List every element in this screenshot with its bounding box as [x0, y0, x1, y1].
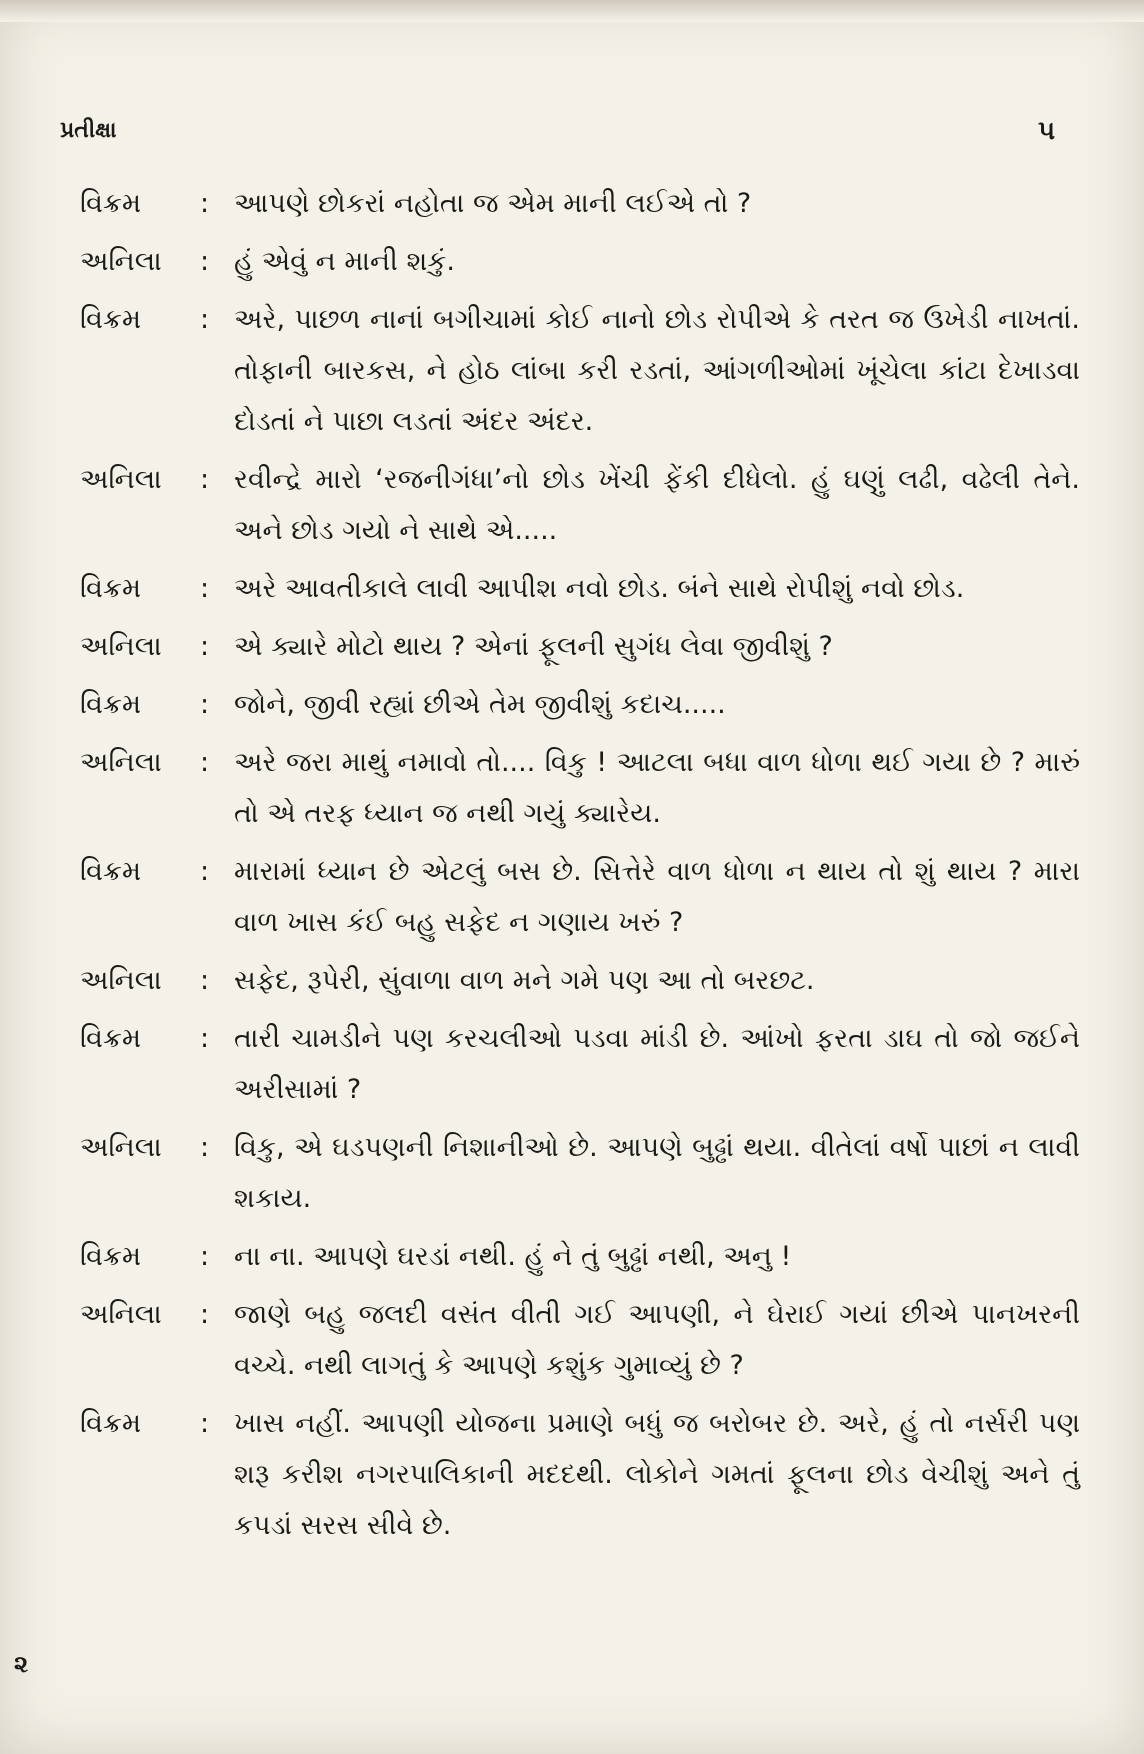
dialogue-entry: [80, 846, 1080, 948]
speaker-name: અનિલા: [80, 1299, 162, 1330]
dialogue-entry: [80, 294, 1080, 447]
speaker-colon: :: [200, 856, 210, 887]
dialogue-entry: [80, 454, 1080, 556]
dialogue-entry: [80, 1398, 1080, 1551]
folio-mark: ૨: [14, 1650, 29, 1678]
dialogue-line: સફેદ, રૂપેરી, સુંવાળા વાળ મને ગમે પણ આ તો બરછટ.: [234, 965, 815, 996]
speaker-colon: :: [200, 1132, 210, 1163]
dialogue-entry: [80, 737, 1080, 839]
page-top-shadow: [0, 0, 1144, 22]
dialogue-entry: [80, 1013, 1080, 1115]
speaker-colon: :: [200, 573, 210, 604]
dialogue-entry: [80, 1122, 1080, 1224]
speaker-name: વિક્રમ: [80, 1241, 142, 1272]
dialogue-entry: [80, 955, 1080, 1006]
dialogue-line: જોને, જીવી રહ્યાં છીએ તેમ જીવીશું કદાચ.....: [234, 689, 726, 720]
speaker-name: વિક્રમ: [80, 1023, 142, 1054]
speaker-name: અનિલા: [80, 965, 162, 996]
speaker-colon: :: [200, 1408, 210, 1439]
dialogue-line: ના ના. આપણે ઘરડાં નથી. હું ને તું બુઢ્ઢાં નથી, અનુ !: [234, 1241, 792, 1272]
speaker-name: અનિલા: [80, 747, 162, 778]
dialogue-line: અરે, પાછળ નાનાં બગીચામાં કોઈ નાનો છોડ રોપીએ કે તરત જ ઉખેડી નાખતાં. તોફાની બારકસ, ને હોઠ લાંબા કરી રડતાં, આંગળીઓમાં ખૂંચેલા કાંટા દેખાડવા દોડતાં ને પાછા લડતાં અંદર અંદર.: [234, 304, 1080, 437]
speaker-name: અનિલા: [80, 464, 162, 495]
speaker-name: વિક્રમ: [80, 304, 142, 335]
dialogue-line: હું એવું ન માની શકું.: [234, 246, 455, 277]
dialogue-line: ખાસ નહીં. આપણી યોજના પ્રમાણે બધું જ બરોબર છે. અરે, હું તો નર્સરી પણ શરૂ કરીશ નગરપાલિકાની મદદથી. લોકોને ગમતાં ફૂલના છોડ વેચીશું અને તું કપડાં સરસ સીવે છે.: [234, 1408, 1080, 1541]
speaker-colon: :: [200, 965, 210, 996]
dialogue-line: મારામાં ધ્યાન છે એટલું બસ છે. સિત્તેરે વાળ ધોળા ન થાય તો શું થાય ? મારા વાળ ખાસ કંઈ બહુ સફેદ ન ગણાય ખરું ?: [234, 856, 1080, 938]
speaker-name: વિક્રમ: [80, 1408, 142, 1439]
dialogue-line: આપણે છોકરાં નહોતા જ એમ માની લઈએ તો ?: [234, 188, 752, 219]
speaker-colon: :: [200, 1241, 210, 1272]
dialogue-entry: [80, 1231, 1080, 1282]
speaker-name: અનિલા: [80, 246, 162, 277]
speaker-colon: :: [200, 1023, 210, 1054]
speaker-colon: :: [200, 747, 210, 778]
dialogue-entry: [80, 178, 1080, 229]
dialogue-line: અરે આવતીકાલે લાવી આપીશ નવો છોડ. બંને સાથે રોપીશું નવો છોડ.: [234, 573, 965, 604]
page-number: ૫: [1038, 116, 1056, 146]
speaker-colon: :: [200, 464, 210, 495]
speaker-name: અનિલા: [80, 1132, 162, 1163]
dialogue-entry: [80, 1289, 1080, 1391]
speaker-colon: :: [200, 188, 210, 219]
dialogue-line: જાણે બહુ જલદી વસંત વીતી ગઈ આપણી, ને ઘેરાઈ ગયાં છીએ પાનખરની વચ્ચે. નથી લાગતું કે આપણે કશુંક ગુમાવ્યું છે ?: [234, 1299, 1080, 1381]
speaker-name: વિક્રમ: [80, 188, 142, 219]
dialogue-entry: [80, 563, 1080, 614]
dialogue-entry: [80, 679, 1080, 730]
dialogue-entry: [80, 621, 1080, 672]
dialogue-line: વિકુ, એ ઘડપણની નિશાનીઓ છે. આપણે બુઢ્ઢાં થયા. વીતેલાં વર્ષો પાછાં ન લાવી શકાય.: [234, 1132, 1080, 1214]
speaker-name: વિક્રમ: [80, 573, 142, 604]
speaker-colon: :: [200, 1299, 210, 1330]
dialogue-line: તારી ચામડીને પણ કરચલીઓ પડવા માંડી છે. આંખો ફરતા ડાઘ તો જો જઈને અરીસામાં ?: [234, 1023, 1080, 1105]
speaker-name: અનિલા: [80, 631, 162, 662]
running-head: પ્રતીક્ષા: [60, 118, 117, 143]
speaker-name: વિક્રમ: [80, 689, 142, 720]
dialogue-line: અરે જરા માથું નમાવો તો.... વિકુ ! આટલા બધા વાળ ધોળા થઈ ગયા છે ? મારું તો એ તરફ ધ્યાન જ નથી ગયું ક્યારેય.: [234, 747, 1080, 829]
dialogue-line: એ ક્યારે મોટો થાય ? એનાં ફૂલની સુગંધ લેવા જીવીશું ?: [234, 631, 833, 662]
speaker-colon: :: [200, 631, 210, 662]
dialogue-block: [80, 178, 1080, 1558]
speaker-colon: :: [200, 689, 210, 720]
speaker-colon: :: [200, 304, 210, 335]
speaker-name: વિક્રમ: [80, 856, 142, 887]
speaker-colon: :: [200, 246, 210, 277]
dialogue-entry: [80, 236, 1080, 287]
dialogue-line: રવીન્દ્રે મારો ‘રજનીગંધા’નો છોડ ખેંચી ફેંકી દીધેલો. હું ઘણું લઢી, વઢેલી તેને. અને છોડ ગયો ને સાથે એ.....: [234, 464, 1080, 546]
